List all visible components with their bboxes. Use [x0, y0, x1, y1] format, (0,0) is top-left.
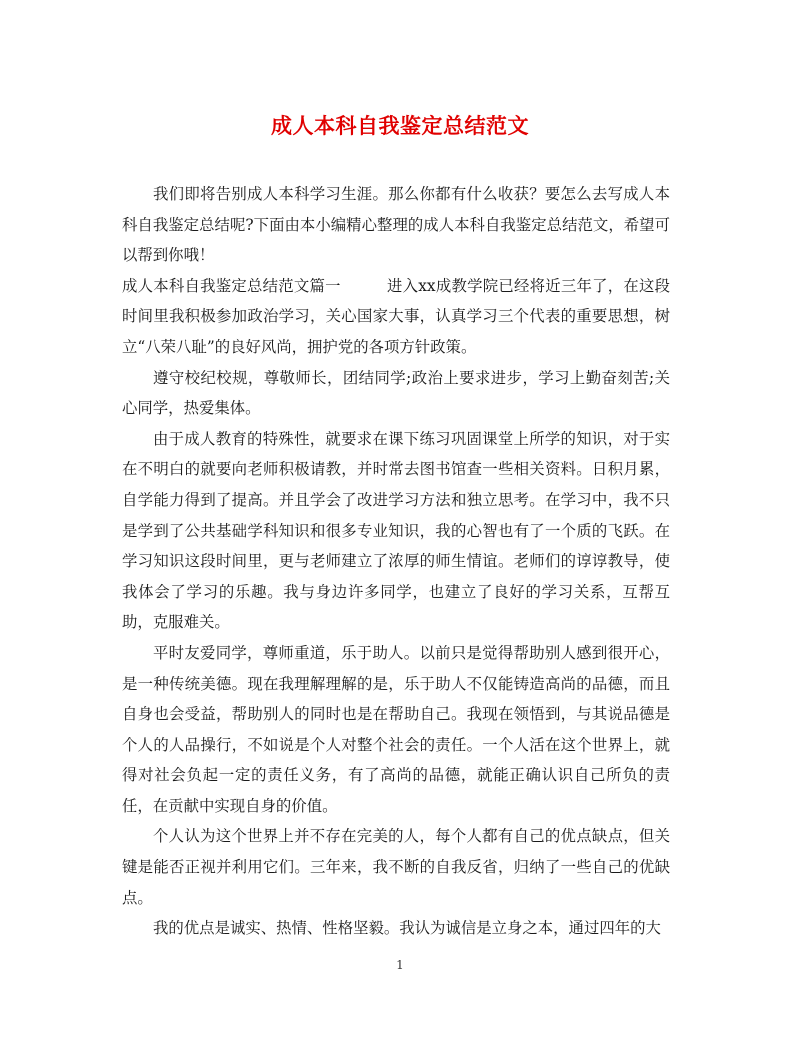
- intro-paragraph: 我们即将告别成人本科学习生涯。那么你都有什么收获？要怎么去写成人本科自我鉴定总结呢?下面由本小编精心整理的成人本科自我鉴定总结范文，希望可以帮到你哦！: [122, 185, 670, 265]
- document-title: 成人本科自我鉴定总结范文: [271, 113, 529, 138]
- body-paragraph-reflection: 个人认为这个世界上并不存在完美的人，每个人都有自己的优点缺点，但关键是能否正视并利用它们。三年来，我不断的自我反省，归纳了一些自己的优缺点。: [122, 827, 670, 907]
- body-paragraph-strengths: 我的优点是诚实、热情、性格坚毅。我认为诚信是立身之本，通过四年的大: [153, 919, 661, 938]
- section-heading: 成人本科自我鉴定总结范文篇一: [122, 276, 341, 295]
- document-body: [122, 179, 670, 944]
- section-paragraph: [122, 271, 670, 363]
- section-first-text: 进入xx成教学院已经将近三年了，在这段时间里我积极参加政治学习，关心国家大事，认真学习三个代表的重要思想，树立“八荣八耻”的良好风尚，拥护党的各项方针政策。: [122, 276, 670, 356]
- page-number: 1: [396, 958, 404, 972]
- body-paragraph-study: 由于成人教育的特殊性，就要求在课下练习巩固课堂上所学的知识，对于实在不明白的就要向老师积极请教，并时常去图书馆查一些相关资料。日积月累，自学能力得到了提高。并且学会了改进学习方法和独立思考。在学习中，我不只是学到了公共基础学科知识和很多专业知识，我的心智也有了一个质的飞跃。在学习知识这段时间里，更与老师建立了浓厚的师生情谊。老师们的谆谆教导，使我体会了学习的乐趣。我与身边许多同学，也建立了良好的学习关系，互帮互助，克服难关。: [122, 429, 670, 632]
- body-paragraph-helping: 平时友爱同学，尊师重道，乐于助人。以前只是觉得帮助别人感到很开心，是一种传统美德。现在我理解理解的是，乐于助人不仅能铸造高尚的品德，而且自身也会受益，帮助别人的同时也是在帮助自己。我现在领悟到，与其说品德是个人的人品操行，不如说是个人对整个社会的责任。一个人活在这个世界上，就得对社会负起一定的责任义务，有了高尚的品德，就能正确认识自己所负的责任，在贡献中实现自身的价值。: [122, 643, 670, 815]
- body-paragraph-discipline: 遵守校纪校规，尊敬师长，团结同学;政治上要求进步，学习上勤奋刻苦;关心同学，热爱集体。: [122, 368, 670, 418]
